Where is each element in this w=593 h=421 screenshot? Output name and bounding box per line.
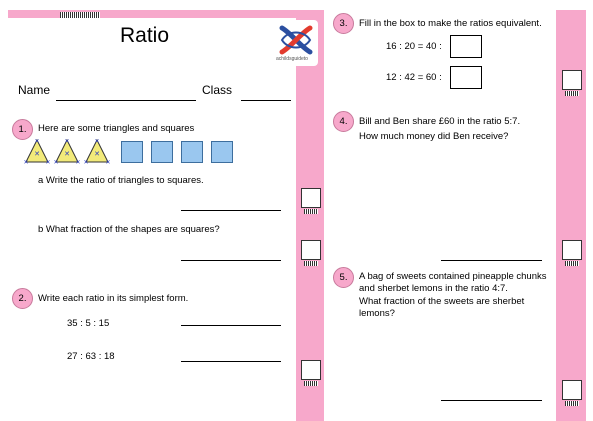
mark-box[interactable] bbox=[301, 188, 321, 208]
mark-hatch bbox=[304, 381, 318, 386]
logo-cross-icon bbox=[274, 20, 318, 60]
svg-text:✕: ✕ bbox=[105, 160, 111, 166]
question-3a-input-box[interactable] bbox=[450, 35, 482, 58]
svg-text:✕: ✕ bbox=[34, 151, 40, 158]
question-4-answer-line[interactable] bbox=[441, 260, 542, 261]
question-2a-answer-line[interactable] bbox=[181, 325, 281, 326]
title-pink-band bbox=[8, 10, 324, 18]
triangle-shape bbox=[23, 139, 50, 166]
question-3a-ratio: 16 : 20 = 40 : bbox=[386, 41, 442, 52]
question-1-text: Here are some triangles and squares bbox=[38, 123, 195, 134]
question-2a-ratio: 35 : 5 : 15 bbox=[67, 318, 110, 329]
svg-text:✕: ✕ bbox=[23, 160, 29, 166]
svg-text:✕: ✕ bbox=[34, 139, 40, 145]
question-1a-answer-line[interactable] bbox=[181, 210, 281, 211]
question-2b-answer-line[interactable] bbox=[181, 361, 281, 362]
title-hatch bbox=[60, 12, 100, 18]
question-2-number: 2. bbox=[12, 288, 33, 309]
question-5-text: A bag of sweets contained pineapple chunks and sherbet lemons in the ratio 4:7. bbox=[359, 271, 547, 294]
svg-text:✕: ✕ bbox=[64, 151, 70, 158]
question-5-number: 5. bbox=[333, 267, 354, 288]
question-1-number: 1. bbox=[12, 119, 33, 140]
mark-box[interactable] bbox=[301, 240, 321, 260]
question-1a-text: a Write the ratio of triangles to squares. bbox=[38, 175, 204, 186]
question-5-answer-line[interactable] bbox=[441, 400, 542, 401]
svg-text:✕: ✕ bbox=[64, 139, 70, 145]
mark-hatch bbox=[304, 209, 318, 214]
question-1b-text: b What fraction of the shapes are squares? bbox=[38, 224, 220, 235]
mark-box[interactable] bbox=[562, 70, 582, 90]
question-3b-input-box[interactable] bbox=[450, 66, 482, 89]
question-2-text: Write each ratio in its simplest form. bbox=[38, 293, 189, 304]
question-5-subtext: What fraction of the sweets are sherbet lemons? bbox=[359, 296, 525, 319]
square-shape bbox=[121, 141, 143, 163]
class-label: Class bbox=[202, 83, 233, 97]
logo-text: achildsguideto bbox=[276, 56, 308, 62]
question-4-text: Bill and Ben share £60 in the ratio 5:7. bbox=[359, 116, 521, 127]
name-label: Name bbox=[18, 83, 51, 97]
mark-hatch bbox=[304, 261, 318, 266]
mark-box[interactable] bbox=[562, 240, 582, 260]
page-title: Ratio bbox=[120, 24, 170, 47]
svg-text:✕: ✕ bbox=[75, 160, 81, 166]
triangle-shape bbox=[83, 139, 110, 166]
svg-text:✕: ✕ bbox=[94, 139, 100, 145]
question-3b-ratio: 12 : 42 = 60 : bbox=[386, 72, 442, 83]
mark-hatch bbox=[565, 91, 579, 96]
question-3-text: Fill in the box to make the ratios equivalent. bbox=[359, 18, 542, 29]
mark-box[interactable] bbox=[562, 380, 582, 400]
question-1b-answer-line[interactable] bbox=[181, 260, 281, 261]
triangle-shape bbox=[53, 139, 80, 166]
question-4-number: 4. bbox=[333, 111, 354, 132]
svg-text:✕: ✕ bbox=[53, 160, 59, 166]
question-3-number: 3. bbox=[333, 13, 354, 34]
square-shape bbox=[211, 141, 233, 163]
square-shape bbox=[181, 141, 203, 163]
question-4-subtext: How much money did Ben receive? bbox=[359, 131, 509, 142]
triangles-group bbox=[23, 138, 119, 166]
mark-hatch bbox=[565, 401, 579, 406]
svg-text:✕: ✕ bbox=[94, 151, 100, 158]
name-line[interactable] bbox=[56, 100, 196, 101]
square-shape bbox=[151, 141, 173, 163]
mark-hatch bbox=[565, 261, 579, 266]
svg-text:✕: ✕ bbox=[45, 160, 51, 166]
mark-box[interactable] bbox=[301, 360, 321, 380]
class-line[interactable] bbox=[241, 100, 291, 101]
question-2b-ratio: 27 : 63 : 18 bbox=[67, 351, 115, 362]
svg-text:✕: ✕ bbox=[83, 160, 89, 166]
